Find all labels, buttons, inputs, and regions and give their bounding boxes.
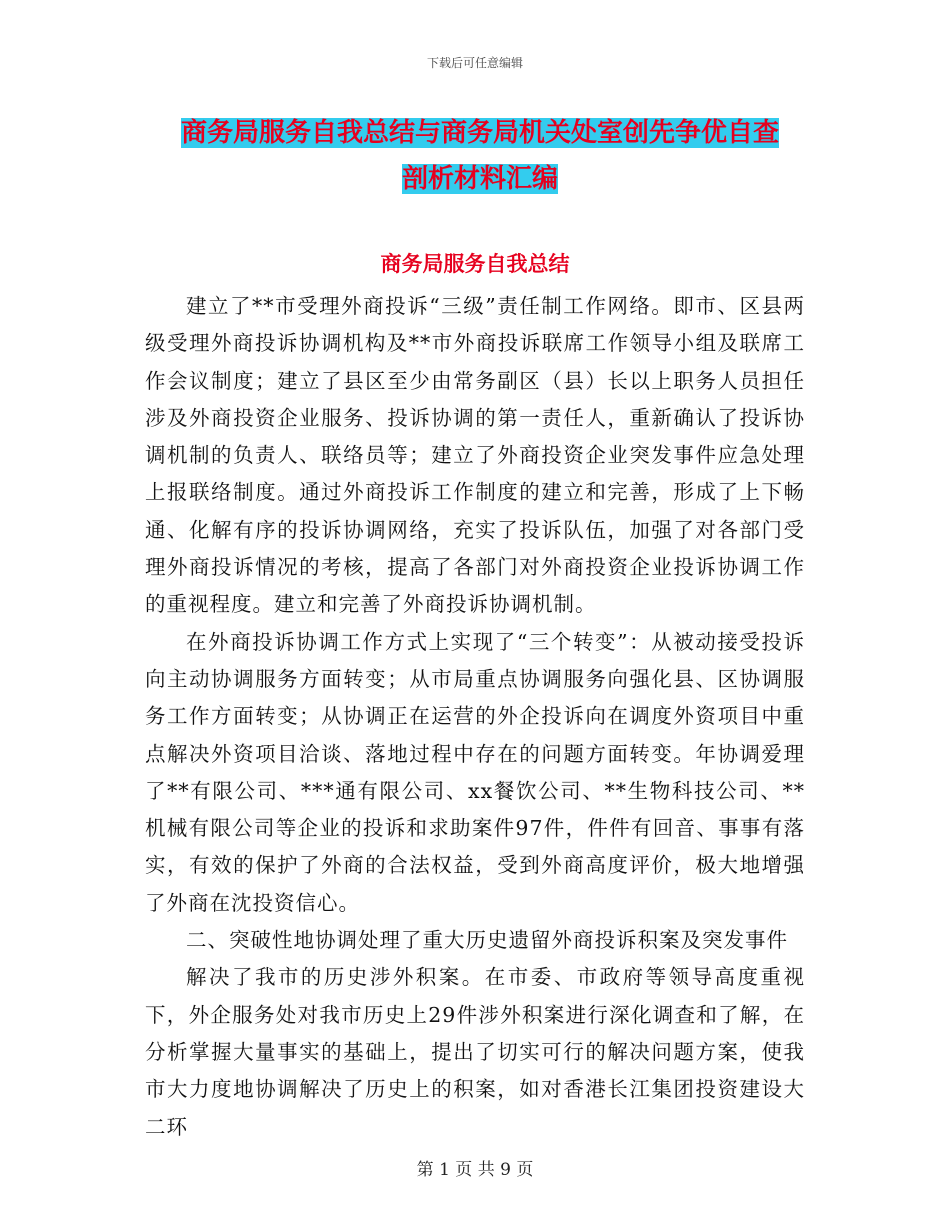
document-title-line-2: 剖析材料汇编 <box>401 164 558 194</box>
document-title <box>140 110 820 202</box>
paragraph-heading: 二、突破性地协调处理了重大历史遗留外商投诉积案及突发事件 <box>186 928 788 953</box>
paragraph: 解决了我市的历史涉外积案。在市委、市政府等领导高度重视下，外企服务处对我市历史上29件涉外积案进行深化调查和了解，在分析掌握大量事实的基础上，提出了切实可行的解决问题方案，使我市大力度地协调解决了历史上的积案，如对香港长江集团投资建设大二环 <box>145 965 805 1139</box>
page-number: 第 1 页 共 9 页 <box>416 1160 534 1180</box>
body-text <box>145 288 805 1146</box>
section-title: 商务局服务自我总结 <box>380 252 570 276</box>
paragraph: 在外商投诉协调工作方式上实现了“三个转变”：从被动接受投诉向主动协调服务方面转变；从市局重点协调服务向强化县、区协调服务工作方面转变；从协调正在运营的外企投诉向在调度外资项目中重点解决外资项目洽谈、落地过程中存在的问题方面转变。年协调爱理了**有限公司、***通有限公司、xx餐饮公司、**生物科技公司、**机械有限公司等企业的投诉和求助案件97件，件件有回音、事事有落实，有效的保护了外商的合法权益，受到外商高度评价，极大地增强了外商在沈投资信心。 <box>145 629 805 915</box>
header-note: 下载后可任意编辑 <box>426 56 523 70</box>
paragraph: 建立了**市受理外商投诉“三级”责任制工作网络。即市、区县两级受理外商投诉协调机构及**市外商投诉联席工作领导小组及联席工作会议制度；建立了县区至少由常务副区（县）长以上职务人员担任涉及外商投资企业服务、投诉协调的第一责任人，重新确认了投诉协调机制的负责人、联络员等；建立了外商投资企业突发事件应急处理上报联络制度。通过外商投诉工作制度的建立和完善，形成了上下畅通、化解有序的投诉协调网络，充实了投诉队伍，加强了对各部门受理外商投诉情况的考核，提高了各部门对外商投资企业投诉协调工作的重视程度。建立和完善了外商投诉协调机制。 <box>145 294 805 617</box>
document-title-line-1: 商务局服务自我总结与商务局机关处室创先争优自查 <box>180 118 779 148</box>
